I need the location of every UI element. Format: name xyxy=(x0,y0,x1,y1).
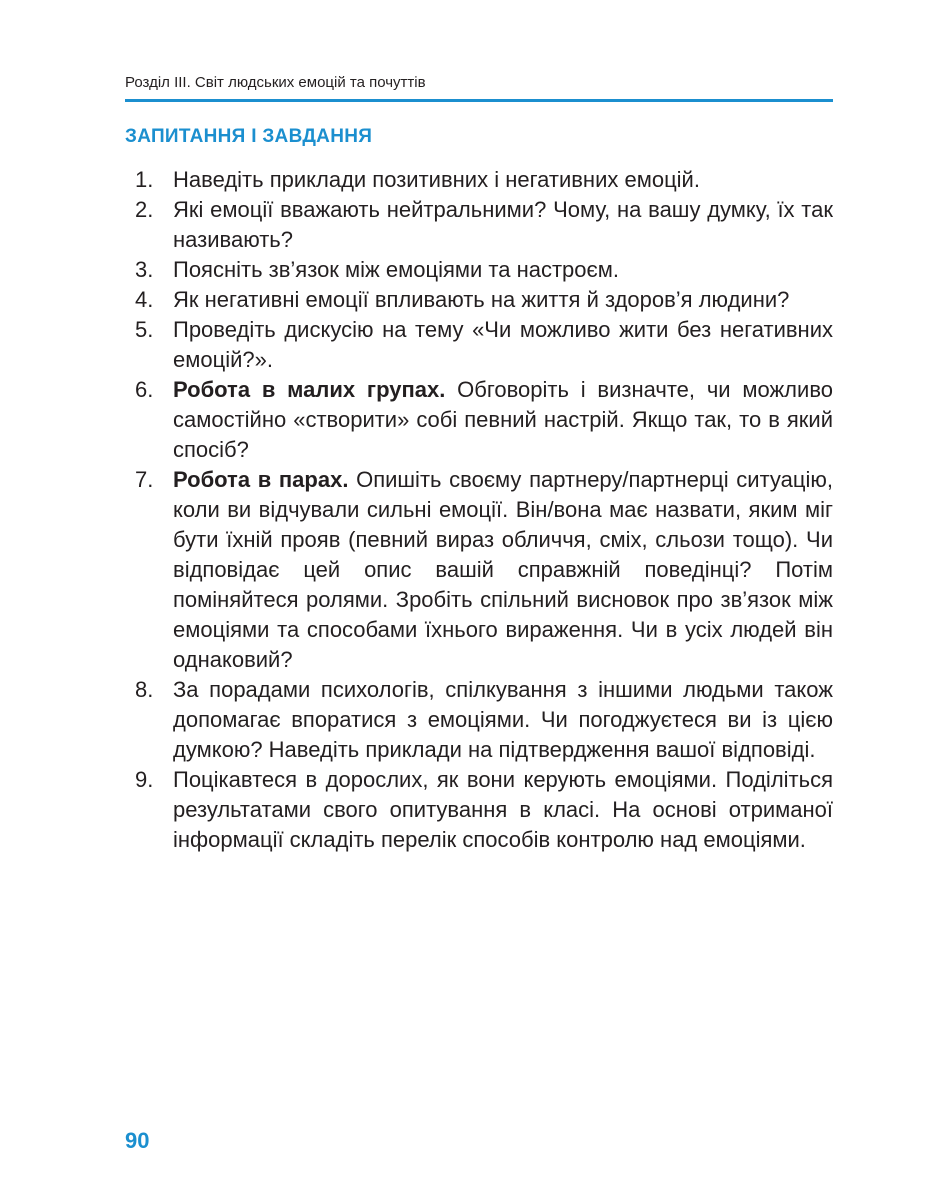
question-number: 5. xyxy=(135,317,154,342)
question-item xyxy=(125,195,833,255)
question-item xyxy=(125,375,833,465)
question-number: 6. xyxy=(135,377,154,402)
question-text: Поясніть зв’язок між емоціями та настроєм. xyxy=(173,257,619,282)
question-number: 1. xyxy=(135,167,154,192)
page-number: 90 xyxy=(125,1128,150,1153)
question-number: 7. xyxy=(135,467,154,492)
question-text: Обговоріть і визначте, чи можливо самостійно «створити» собі певний настрій. Якщо так, то в який спосіб? xyxy=(173,377,833,462)
question-lead: Робота в малих групах. xyxy=(173,377,446,402)
question-item xyxy=(125,465,833,675)
question-item xyxy=(125,255,833,285)
question-item xyxy=(125,315,833,375)
question-item xyxy=(125,675,833,765)
running-head: Розділ ІІІ. Світ людських емоцій та почуттів xyxy=(125,74,426,91)
question-lead: Робота в парах. xyxy=(173,467,349,492)
question-item xyxy=(125,165,833,195)
questions-list xyxy=(125,165,833,855)
question-number: 4. xyxy=(135,287,154,312)
question-number: 3. xyxy=(135,257,154,282)
question-text: Наведіть приклади позитивних і негативних емоцій. xyxy=(173,167,700,192)
question-text: Проведіть дискусію на тему «Чи можливо жити без негативних емоцій?». xyxy=(173,317,833,372)
header-rule xyxy=(125,99,833,102)
question-text: Які емоції вважають нейтральними? Чому, на вашу думку, їх так називають? xyxy=(173,197,833,252)
section-title: ЗАПИТАННЯ І ЗАВДАННЯ xyxy=(125,126,373,147)
question-text: Як негативні емоції впливають на життя й здоров’я людини? xyxy=(173,287,790,312)
question-number: 2. xyxy=(135,197,154,222)
question-text: Поцікавтеся в дорослих, як вони керують емоціями. Поділіться результатами свого опитування в класі. На основі отриманої інформації складіть перелік способів контролю над емоціями. xyxy=(173,767,833,852)
question-text: Опишіть своєму партнеру/партнерці ситуацію, коли ви відчували сильні емоції. Він/вона має назвати, яким міг бути їхній прояв (певний вираз обличчя, сміх, сльози тощо). Чи відповідає цей опис вашій справжній поведінці? Потім поміняйтеся ролями. Зробіть спільний висновок про зв’язок між емоціями та способами їхнього вираження. Чи в усіх людей він однаковий? xyxy=(173,467,833,672)
question-number: 9. xyxy=(135,767,154,792)
question-number: 8. xyxy=(135,677,154,702)
question-text: За порадами психологів, спілкування з іншими людьми також допомагає впоратися з емоціями. Чи погоджуєтеся ви із цією думкою? Наведіть приклади на підтвердження вашої відповіді. xyxy=(173,677,833,762)
question-item xyxy=(125,765,833,855)
question-item xyxy=(125,285,833,315)
